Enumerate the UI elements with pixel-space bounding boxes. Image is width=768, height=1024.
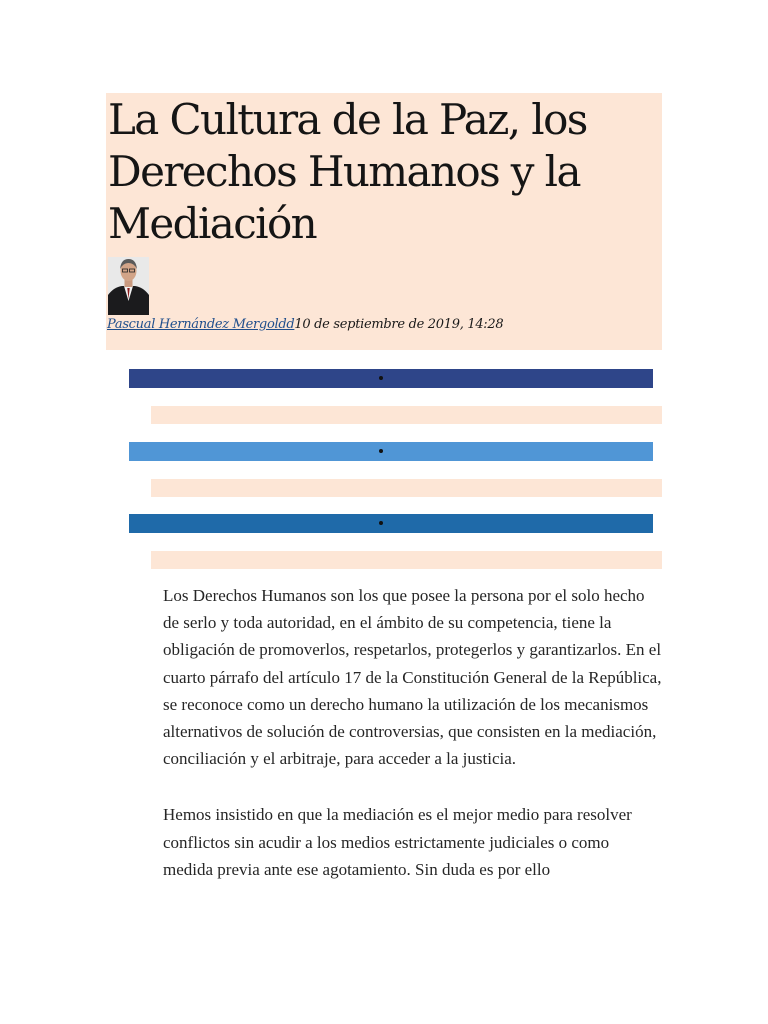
- author-link[interactable]: Pascual Hernández Mergoldd: [107, 317, 295, 332]
- publish-date: 10 de septiembre de 2019, 14:28: [294, 317, 504, 332]
- byline: [107, 317, 503, 332]
- article-body: [163, 582, 663, 912]
- divider-strip: [151, 406, 662, 424]
- divider-strip: [151, 479, 662, 497]
- paragraph: Hemos insistido en que la mediación es el mejor medio para resolver conflictos sin acudir a los medios estrictamente judiciales o como medida previa ante ese agotamiento. Sin duda es por ello: [163, 805, 632, 879]
- bullet-icon: [379, 449, 383, 453]
- share-button-2[interactable]: [129, 442, 653, 461]
- author-avatar[interactable]: [108, 257, 149, 315]
- share-button-1[interactable]: [129, 369, 653, 388]
- article-title: La Cultura de la Paz, los Derechos Humanos y la Mediación: [108, 95, 587, 248]
- author-photo-icon: [108, 257, 149, 315]
- divider-strip: [151, 551, 662, 569]
- bullet-icon: [379, 376, 383, 380]
- share-button-3[interactable]: [129, 514, 653, 533]
- paragraph: Los Derechos Humanos son los que posee la persona por el solo hecho de serlo y toda autoridad, en el ámbito de su competencia, tiene la obligación de promoverlos, respetarlos, protegerlos y garantizarlos. En el cuarto párrafo del artículo 17 de la Constitución General de la República, se reconoce como un derecho humano la utilización de los mecanismos alternativos de solución de controversias, que consisten en la mediación, conciliación y el arbitraje, para acceder a la justicia.: [163, 586, 662, 769]
- bullet-icon: [379, 521, 383, 525]
